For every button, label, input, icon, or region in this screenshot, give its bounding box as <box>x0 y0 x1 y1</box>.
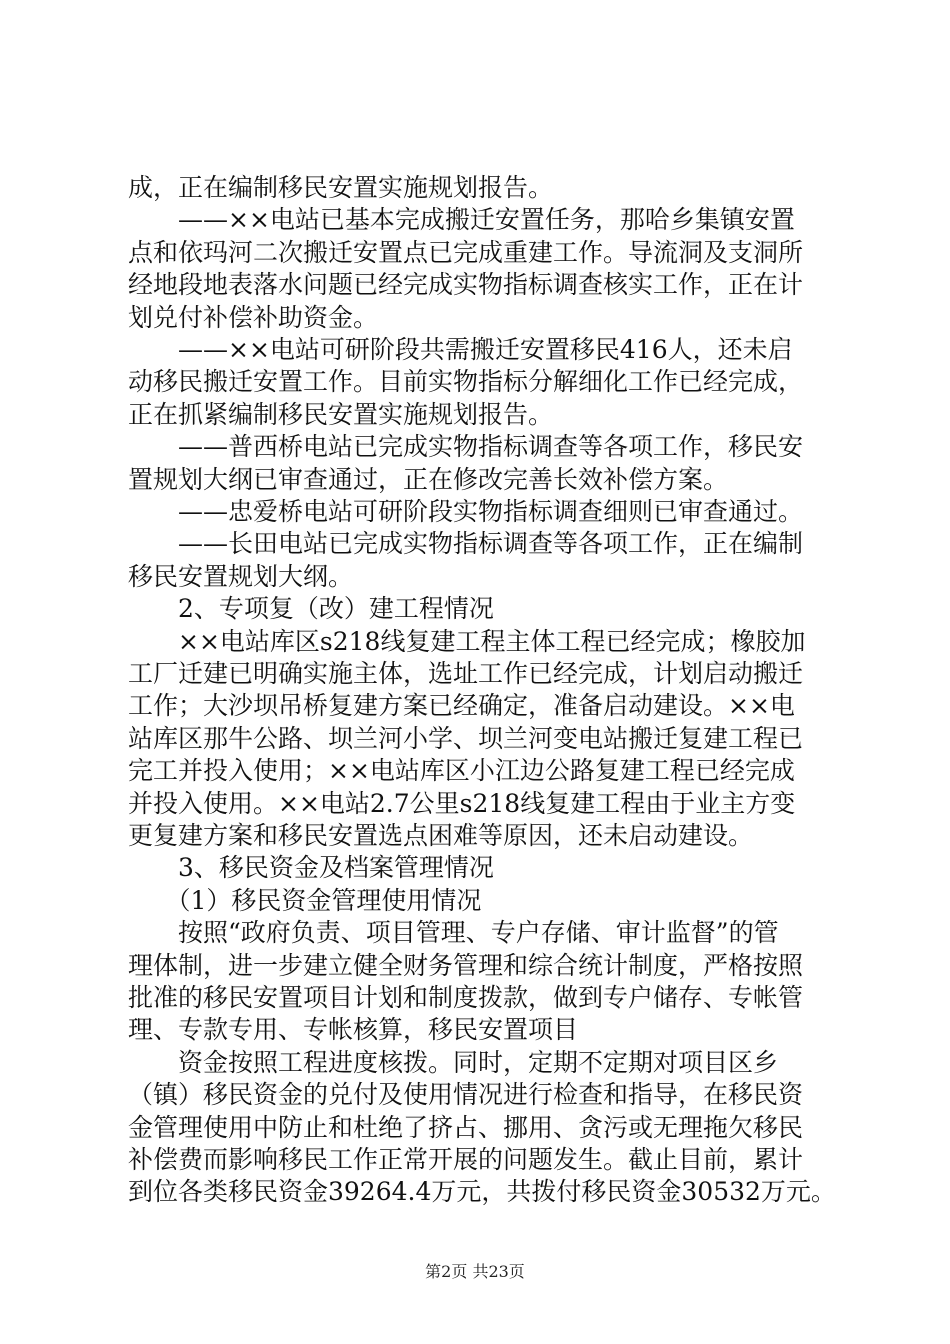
paragraph-line: ——忠爱桥电站可研阶段实物指标调查细则已审查通过。 <box>128 497 804 526</box>
paragraph-line: 完工并投入使用；××电站库区小江边公路复建工程已经完成 <box>128 756 795 786</box>
paragraph-line: 3、移民资金及档案管理情况 <box>128 853 494 883</box>
paragraph-line: 工作；大沙坝吊桥复建方案已经确定，准备启动建设。××电 <box>128 691 795 721</box>
paragraph-line: 移民安置规划大纲。 <box>128 561 354 591</box>
paragraph-line: 金管理使用中防止和杜绝了挤占、挪用、贪污或无理拖欠移民 <box>128 1112 804 1142</box>
paragraph-line: ——普西桥电站已完成实物指标调查等各项工作，移民安 <box>128 432 804 462</box>
paragraph-line: （1）移民资金管理使用情况 <box>128 885 482 915</box>
paragraph-line: 站库区那牛公路、坝兰河小学、坝兰河变电站搬迁复建工程已 <box>128 723 804 753</box>
paragraph-line: 更复建方案和移民安置选点困难等原因，还未启动建设。 <box>128 821 754 850</box>
paragraph-line: 工厂迁建已明确实施主体，选址工作已经完成，计划启动搬迁 <box>128 659 804 688</box>
paragraph-line: 理体制，进一步建立健全财务管理和综合统计制度，严格按照 <box>128 950 804 980</box>
paragraph-line: ××电站库区s218线复建工程主体工程已经完成；橡胶加 <box>128 626 806 656</box>
paragraph-line: 补偿费而影响移民工作正常开展的问题发生。截止目前，累计 <box>128 1145 804 1174</box>
paragraph-line: 批准的移民安置项目计划和制度拨款，做到专户储存、专帐管 <box>128 983 804 1012</box>
paragraph-line: ——××电站已基本完成搬迁安置任务，那哈乡集镇安置 <box>128 205 795 235</box>
paragraph-line: 动移民搬迁安置工作。目前实物指标分解细化工作已经完成， <box>128 367 804 397</box>
paragraph-line: 划兑付补偿补助资金。 <box>128 302 379 332</box>
paragraph-line: 点和依玛河二次搬迁安置点已完成重建工作。导流洞及支洞所 <box>128 237 804 267</box>
paragraph-line: （镇）移民资金的兑付及使用情况进行检查和指导，在移民资 <box>128 1080 804 1110</box>
paragraph-line: 经地段地表落水问题已经完成实物指标调查核实工作，正在计 <box>128 270 804 300</box>
paragraph-line: 成，正在编制移民安置实施规划报告。 <box>128 173 554 202</box>
paragraph-line: 理、专款专用、专帐核算，移民安置项目 <box>128 1015 579 1045</box>
paragraph-line: ——长田电站已完成实物指标调查等各项工作，正在编制 <box>128 529 804 559</box>
paragraph-line: 2、专项复（改）建工程情况 <box>128 594 494 624</box>
paragraph-line: 置规划大纲已审查通过，正在修改完善长效补偿方案。 <box>128 464 729 494</box>
paragraph-line: 按照“政府负责、项目管理、专户存储、审计监督”的管 <box>128 918 779 948</box>
paragraph-line: 资金按照工程进度核拨。同时，定期不定期对项目区乡 <box>128 1047 779 1077</box>
paragraph-line: 并投入使用。××电站2.7公里s218线复建工程由于业主方变 <box>128 788 796 818</box>
paragraph-line: 正在抓紧编制移民安置实施规划报告。 <box>128 399 554 429</box>
page-footer: 第2页 共23页 <box>425 1262 525 1281</box>
paragraph-line: ——××电站可研阶段共需搬迁安置移民416人，还未启 <box>128 335 793 364</box>
paragraph-line: 到位各类移民资金39264.4万元，共拨付移民资金30532万元。 <box>128 1177 836 1207</box>
